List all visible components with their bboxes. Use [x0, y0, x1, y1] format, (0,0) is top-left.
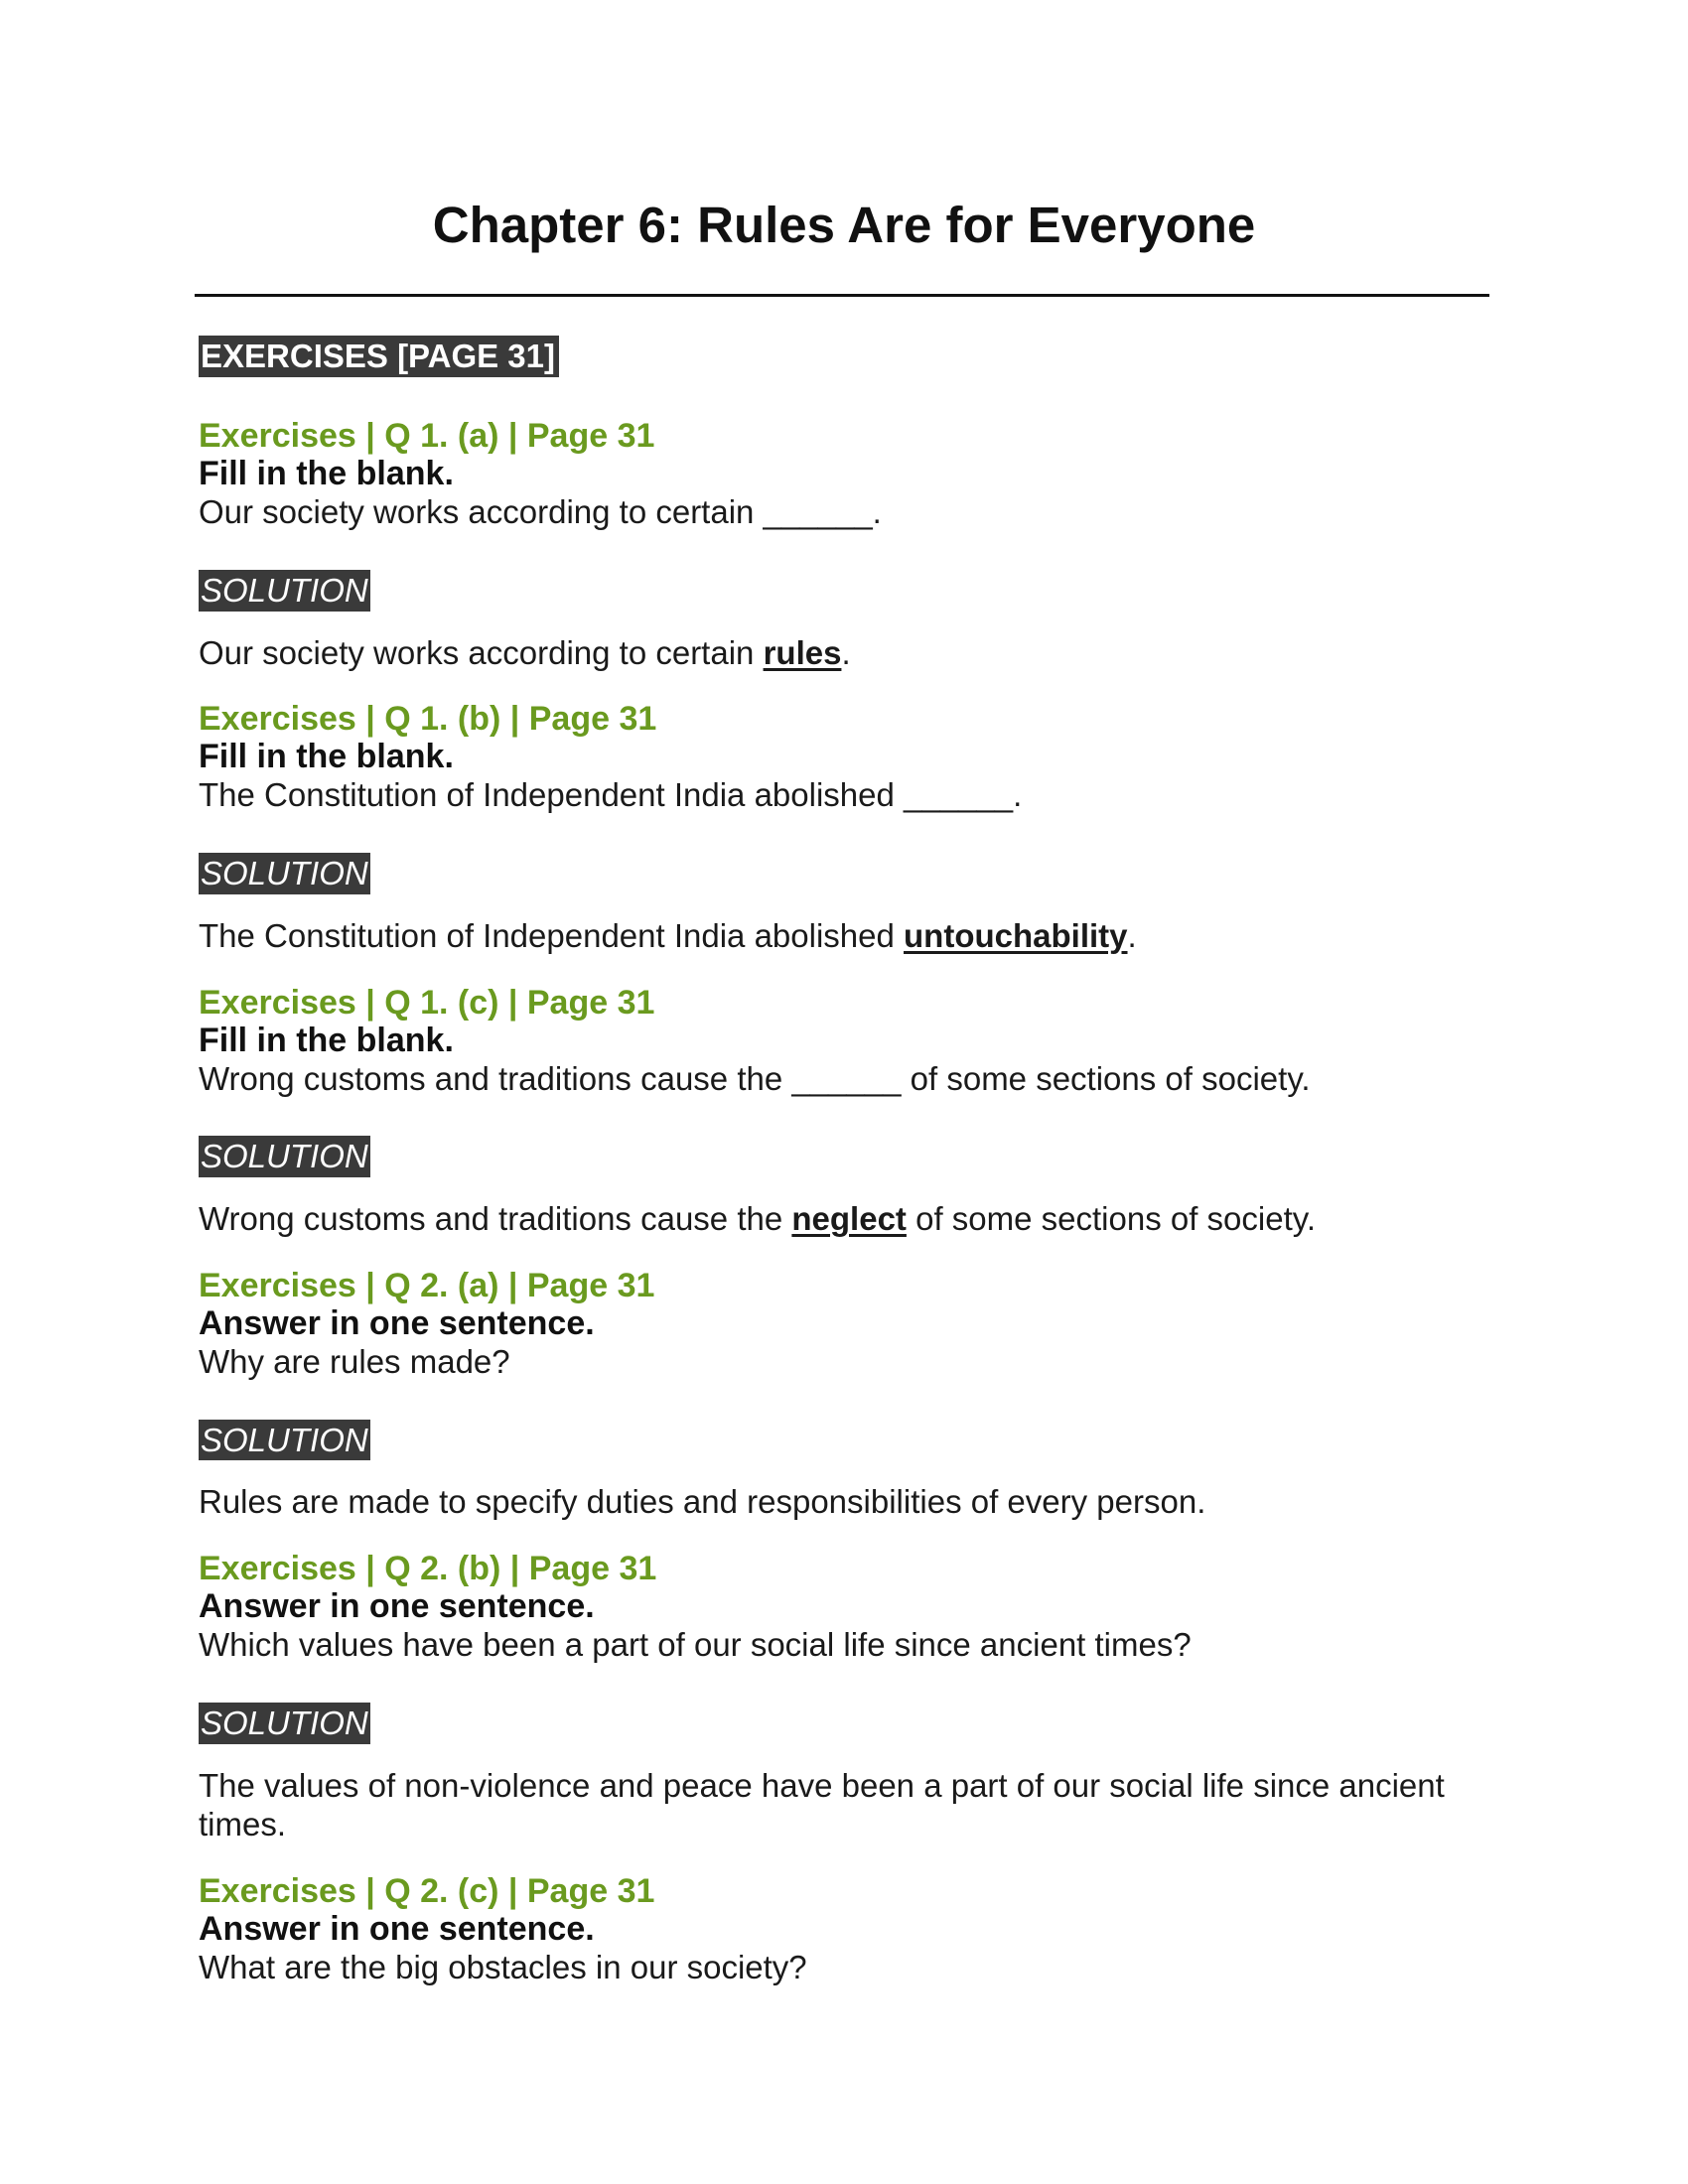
answer-before: The values of non-violence and peace have been a part of our social life since ancient times. [199, 1766, 1445, 1843]
question-text: Which values have been a part of our social life since ancient times? [199, 1626, 1192, 1664]
answer-before: The Constitution of Independent India abolished [199, 916, 905, 954]
exercise-item [199, 417, 1489, 672]
question-instruction: Fill in the blank. [199, 1021, 454, 1059]
answer-text [199, 1199, 1489, 1239]
exercise-item [199, 1550, 1489, 1844]
question-heading: Exercises | Q 2. (c) | Page 31 [199, 1871, 655, 1910]
answer-highlight: rules [763, 633, 842, 671]
solution-label: SOLUTION [199, 570, 370, 612]
content [199, 336, 1489, 1987]
exercise-item [199, 1872, 1489, 1987]
question-instruction: Answer in one sentence. [199, 1910, 595, 1949]
question-text: Why are rules made? [199, 1342, 510, 1380]
answer-after: . [1127, 916, 1137, 954]
answer-text [199, 633, 1489, 673]
solution-label: SOLUTION [199, 853, 370, 894]
question-instruction: Answer in one sentence. [199, 1587, 595, 1626]
section-heading: EXERCISES [PAGE 31] [199, 336, 559, 377]
question-heading: Exercises | Q 1. (c) | Page 31 [199, 983, 655, 1022]
page-title: Chapter 6: Rules Are for Everyone [432, 197, 1256, 253]
question-text: Wrong customs and traditions cause the ______ of some sections of society. [199, 1059, 1311, 1097]
question-text: What are the big obstacles in our society? [199, 1949, 807, 1986]
answer-highlight: untouchability [904, 916, 1128, 954]
title-divider [195, 294, 1489, 297]
question-instruction: Fill in the blank. [199, 455, 454, 493]
answer-text [199, 1482, 1489, 1522]
answer-text [199, 916, 1489, 956]
question-instruction: Answer in one sentence. [199, 1303, 595, 1342]
question-text: Our society works according to certain ______. [199, 493, 882, 531]
answer-highlight: neglect [791, 1200, 907, 1238]
question-heading: Exercises | Q 2. (a) | Page 31 [199, 1266, 655, 1304]
solution-label: SOLUTION [199, 1420, 370, 1461]
exercise-item [199, 984, 1489, 1239]
exercise-item [199, 700, 1489, 955]
solution-label: SOLUTION [199, 1703, 370, 1744]
question-heading: Exercises | Q 1. (a) | Page 31 [199, 416, 655, 455]
answer-text [199, 1766, 1489, 1844]
answer-before: Rules are made to specify duties and responsibilities of every person. [199, 1483, 1206, 1521]
question-text: The Constitution of Independent India abolished ______. [199, 776, 1023, 814]
exercise-item [199, 1267, 1489, 1522]
solution-label: SOLUTION [199, 1136, 370, 1177]
answer-before: Wrong customs and traditions cause the [199, 1200, 792, 1238]
answer-before: Our society works according to certain [199, 633, 764, 671]
question-instruction: Fill in the blank. [199, 738, 454, 776]
question-heading: Exercises | Q 2. (b) | Page 31 [199, 1550, 657, 1588]
answer-after: of some sections of society. [906, 1200, 1316, 1238]
answer-after: . [841, 633, 851, 671]
question-heading: Exercises | Q 1. (b) | Page 31 [199, 700, 657, 739]
